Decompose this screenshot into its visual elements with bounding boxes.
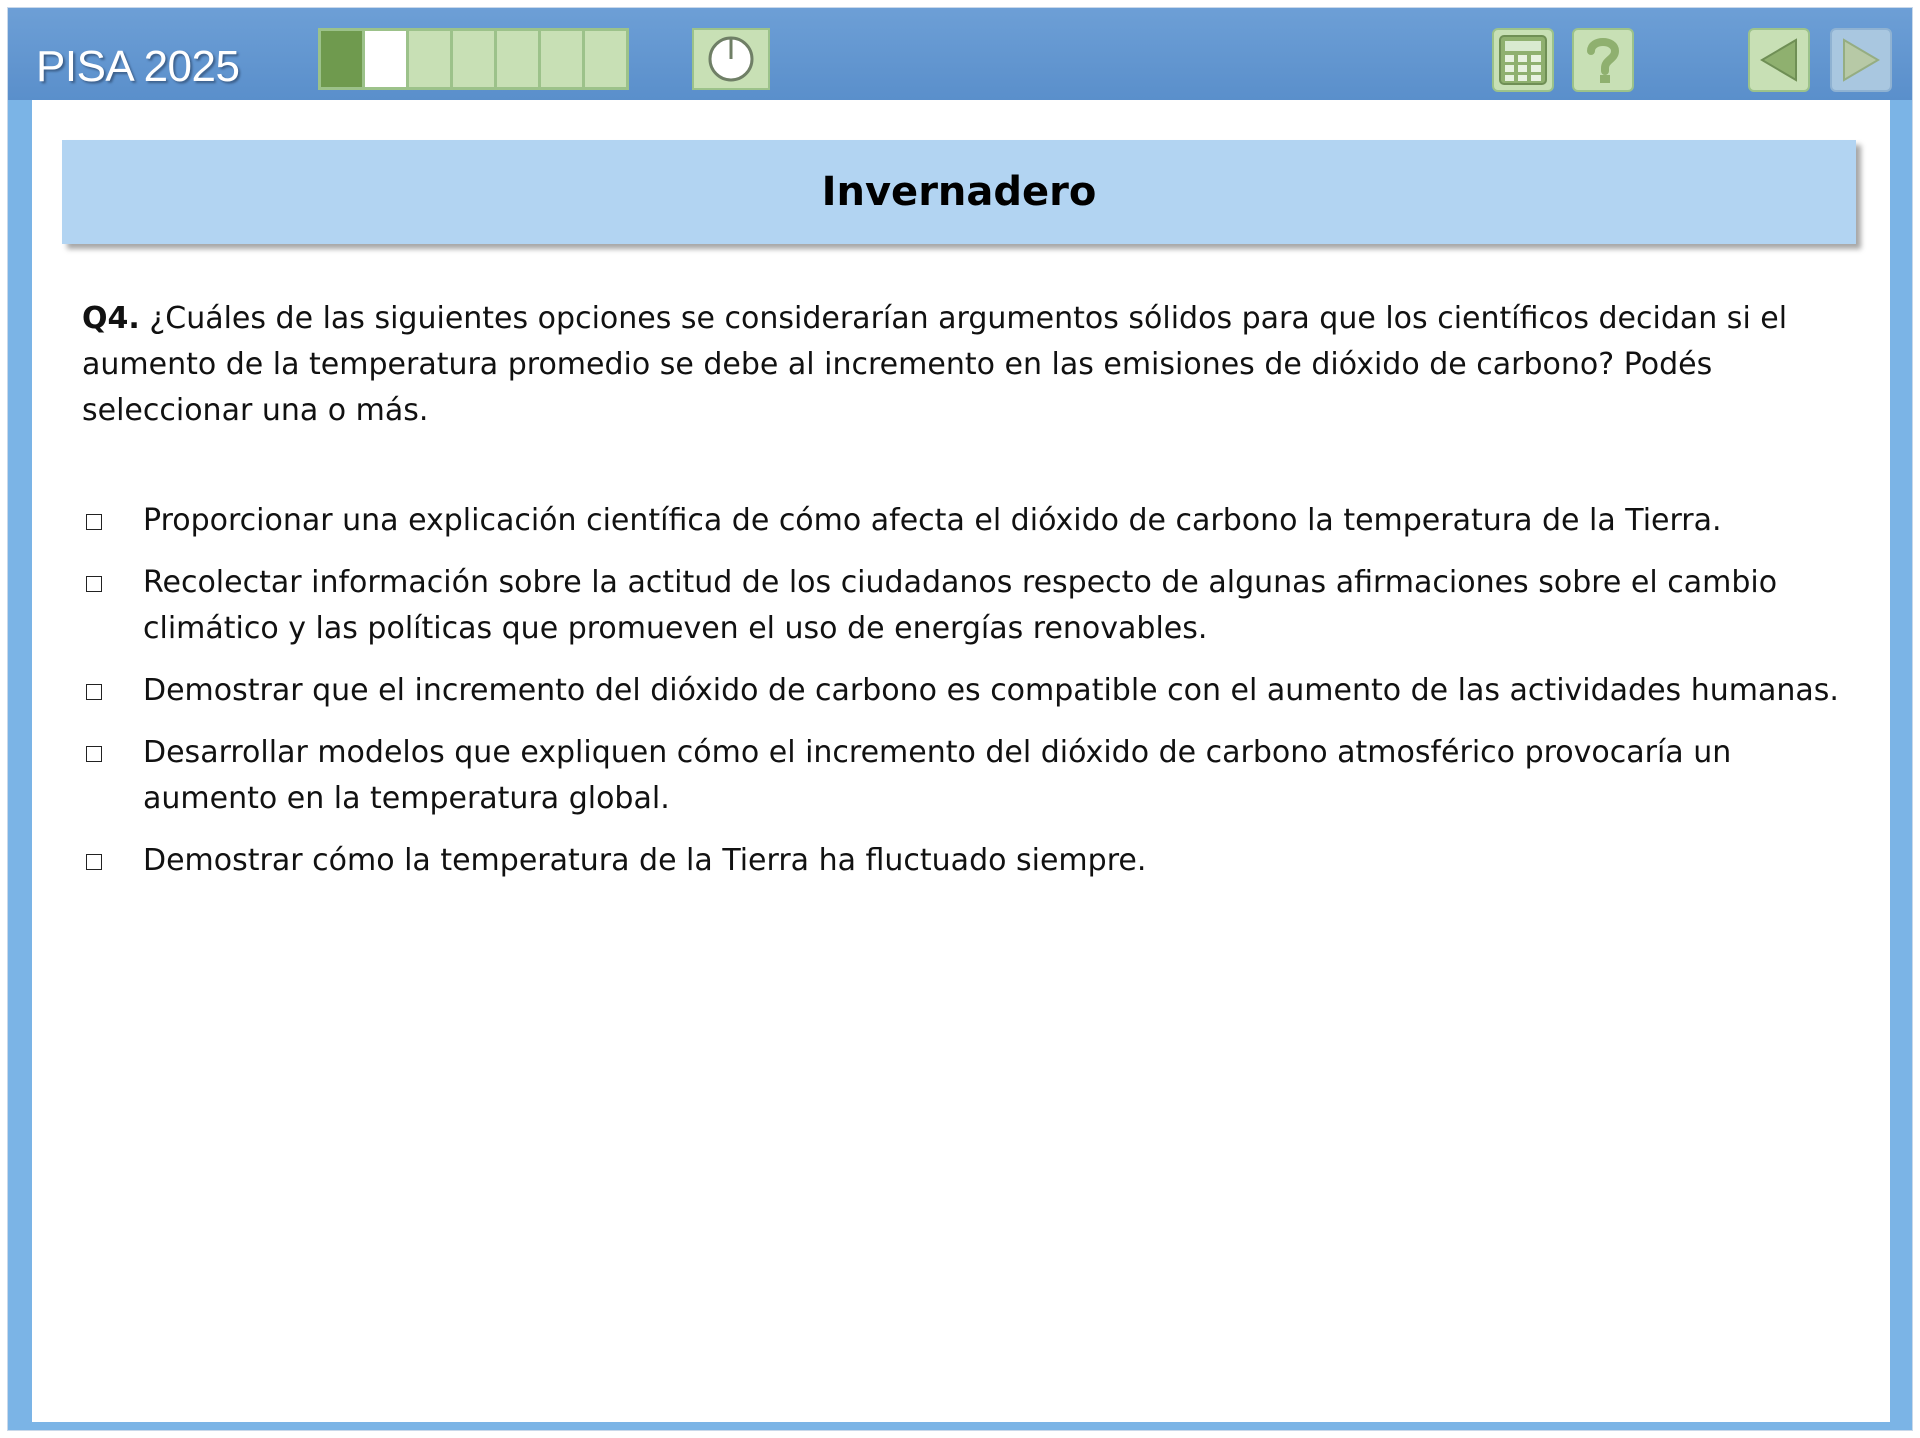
test-window (7, 7, 1913, 1431)
answer-option[interactable] (82, 498, 1852, 544)
progress-segment (409, 31, 450, 87)
back-button[interactable] (1748, 28, 1810, 92)
help-icon (1583, 35, 1623, 85)
progress-segment (453, 31, 494, 87)
answer-option[interactable] (82, 838, 1852, 884)
checkbox[interactable] (86, 684, 102, 700)
next-button[interactable] (1830, 28, 1892, 92)
checkbox[interactable] (86, 514, 102, 530)
progress-segment (497, 31, 538, 87)
calculator-button[interactable] (1492, 28, 1554, 92)
checkbox[interactable] (86, 854, 102, 870)
question-text: ¿Cuáles de las siguientes opciones se considerarían argumentos sólidos para que los científicos decidan si el aumento de la temperatura promedio se debe al incremento en las emisiones de dióxido de carbono? Podés seleccionar una o más. (82, 301, 1788, 428)
question-panel (32, 100, 1890, 1422)
back-arrow-icon (1756, 36, 1802, 84)
option-text: Recolectar información sobre la actitud de los ciudadanos respecto de algunas afirmaciones sobre el cambio climático y las políticas que promueven el uso de energías renovables. (143, 565, 1778, 646)
brand-title: PISA 2025 (36, 42, 240, 91)
option-text: Proporcionar una explicación científica de cómo afecta el dióxido de carbono la temperatura de la Tierra. (143, 503, 1722, 538)
option-text: Demostrar cómo la temperatura de la Tierra ha fluctuado siempre. (143, 843, 1147, 878)
progress-segment (585, 31, 626, 87)
top-bar (8, 8, 1912, 100)
answer-options (82, 498, 1852, 900)
calculator-icon (1498, 34, 1548, 86)
timer-button[interactable] (692, 28, 770, 90)
question-stem (82, 296, 1852, 434)
progress-segment (321, 31, 362, 87)
unit-header (62, 140, 1856, 244)
answer-option[interactable] (82, 668, 1852, 714)
next-arrow-icon (1838, 36, 1884, 84)
answer-option[interactable] (82, 730, 1852, 822)
clock-icon (706, 34, 756, 84)
progress-segment (541, 31, 582, 87)
option-text: Desarrollar modelos que expliquen cómo el incremento del dióxido de carbono atmosférico provocaría un aumento en la temperatura global. (143, 735, 1732, 816)
checkbox[interactable] (86, 746, 102, 762)
question-number: Q4. (82, 301, 140, 336)
unit-title: Invernadero (821, 169, 1097, 215)
help-button[interactable] (1572, 28, 1634, 92)
checkbox[interactable] (86, 576, 102, 592)
progress-bar (318, 28, 629, 90)
option-text: Demostrar que el incremento del dióxido de carbono es compatible con el aumento de las actividades humanas. (143, 673, 1839, 708)
progress-segment (365, 31, 406, 87)
answer-option[interactable] (82, 560, 1852, 652)
